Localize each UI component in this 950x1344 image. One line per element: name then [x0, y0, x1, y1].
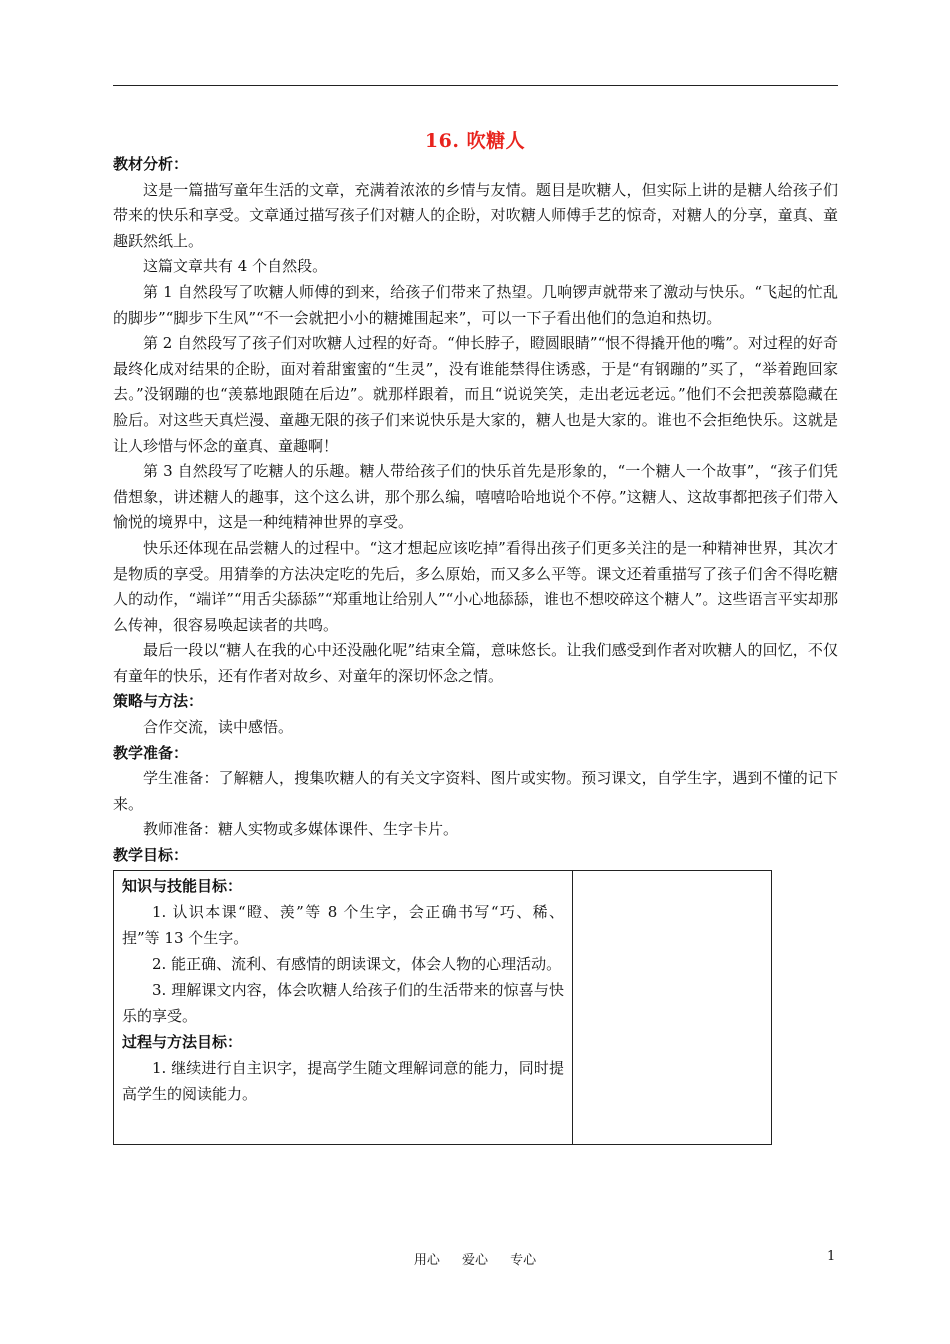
- footer-motto: [0, 1249, 950, 1268]
- goals-heading: 教学目标：: [113, 846, 189, 865]
- analysis-paragraph: 第 3 自然段写了吃糖人的乐趣。糖人带给孩子们的快乐首先是形象的，“一个糖人一个故事”，“孩子们凭借想象，讲述糖人的趣事，这个这么讲，那个那么编，嘻嘻哈哈地说个不停。”这糖人、这故事都把孩子们带入愉悦的境界中，这是一种纯精神世界的享受。: [113, 462, 838, 532]
- strategy-heading: 策略与方法：: [113, 692, 204, 711]
- preparation-paragraph: 学生准备：了解糖人，搜集吹糖人的有关文字资料、图片或实物。预习课文，自学生字，遇到不懂的记下来。: [113, 769, 838, 813]
- header-rule: [113, 85, 838, 86]
- preparation-heading: 教学准备：: [113, 743, 189, 762]
- page-number: 1: [827, 1249, 836, 1264]
- goals-table-right-cell: [573, 871, 771, 1144]
- analysis-paragraph: 第 1 自然段写了吹糖人师傅的到来，给孩子们带来了热望。几响锣声就带来了激动与快乐。“飞起的忙乱的脚步”“脚步下生风”“不一会就把小小的糖摊围起来”，可以一下子看出他们的急迫和热切。: [113, 282, 838, 327]
- knowledge-goal-item: 2. 能正确、流利、有感情的朗读课文，体会人物的心理活动。: [152, 955, 562, 973]
- analysis-paragraph: 最后一段以“糖人在我的心中还没融化呢”结束全篇，意味悠长。让我们感受到作者对吹糖人的回忆，不仅有童年的快乐，还有作者对故乡、对童年的深切怀念之情。: [113, 641, 838, 685]
- footer-motto-word: 专心: [510, 1253, 537, 1268]
- strategy-paragraph: 合作交流，读中感悟。: [143, 718, 294, 737]
- preparation-paragraph: 教师准备：糖人实物或多媒体课件、生字卡片。: [143, 820, 459, 839]
- knowledge-goals-heading: 知识与技能目标：: [122, 877, 243, 895]
- knowledge-goal-item: 1. 认识本课“瞪、羡”等 8 个生字，会正确书写“巧、稀、捏”等 13 个生字。: [122, 903, 564, 947]
- goals-table: [113, 870, 772, 1145]
- goals-table-left-cell: [114, 871, 573, 1144]
- knowledge-goal-item: 3. 理解课文内容，体会吹糖人给孩子们的生活带来的惊喜与快乐的享受。: [122, 981, 564, 1025]
- footer-motto-word: 爱心: [461, 1253, 488, 1268]
- analysis-paragraph: 这是一篇描写童年生活的文章，充满着浓浓的乡情与友情。题目是吹糖人，但实际上讲的是糖人给孩子们带来的快乐和享受。文章通过描写孩子们对糖人的企盼，对吹糖人师傅手艺的惊奇，对糖人的分享，童真、童趣跃然纸上。: [113, 180, 838, 250]
- process-goals-heading: 过程与方法目标：: [122, 1033, 243, 1051]
- process-goal-item: 1. 继续进行自主识字，提高学生随文理解词意的能力，同时提高学生的阅读能力。: [122, 1059, 564, 1103]
- page-title: 16. 吹糖人: [424, 130, 526, 152]
- analysis-paragraph: 快乐还体现在品尝糖人的过程中。“这才想起应该吃掉”看得出孩子们更多关注的是一种精神世界，其次才是物质的享受。用猜拳的方法决定吃的先后，多么原始，而又多么平等。课文还着重描写了孩子们舍不得吃糖人的动作，“端详”“用舌尖舔舔”“郑重地让给别人”“小心地舔舔，谁也不想咬碎这个糖人”。这些语言平实却那么传神，很容易唤起读者的共鸣。: [113, 538, 838, 634]
- document-body: [113, 152, 838, 869]
- footer-motto-word: 用心: [413, 1253, 440, 1268]
- analysis-heading: 教材分析：: [113, 155, 189, 173]
- analysis-paragraph: 这篇文章共有 4 个自然段。: [143, 257, 328, 276]
- analysis-paragraph: 第 2 自然段写了孩子们对吹糖人过程的好奇。“伸长脖子，瞪圆眼睛”“恨不得撬开他的嘴”。对过程的好奇最终化成对结果的企盼，面对着甜蜜蜜的“生灵”，没有谁能禁得住诱惑，于是“有钢蹦的”买了，“举着跑回家去。”没钢蹦的也“羡慕地跟随在后边”。就那样跟着，而且“说说笑笑，走出老远老远。”他们不会把羡慕隐藏在脸后。对这些天真烂漫、童趣无限的孩子们来说快乐是大家的，糖人也是大家的。谁也不会拒绝快乐。这就是让人珍惜与怀念的童真、童趣啊！: [113, 334, 838, 455]
